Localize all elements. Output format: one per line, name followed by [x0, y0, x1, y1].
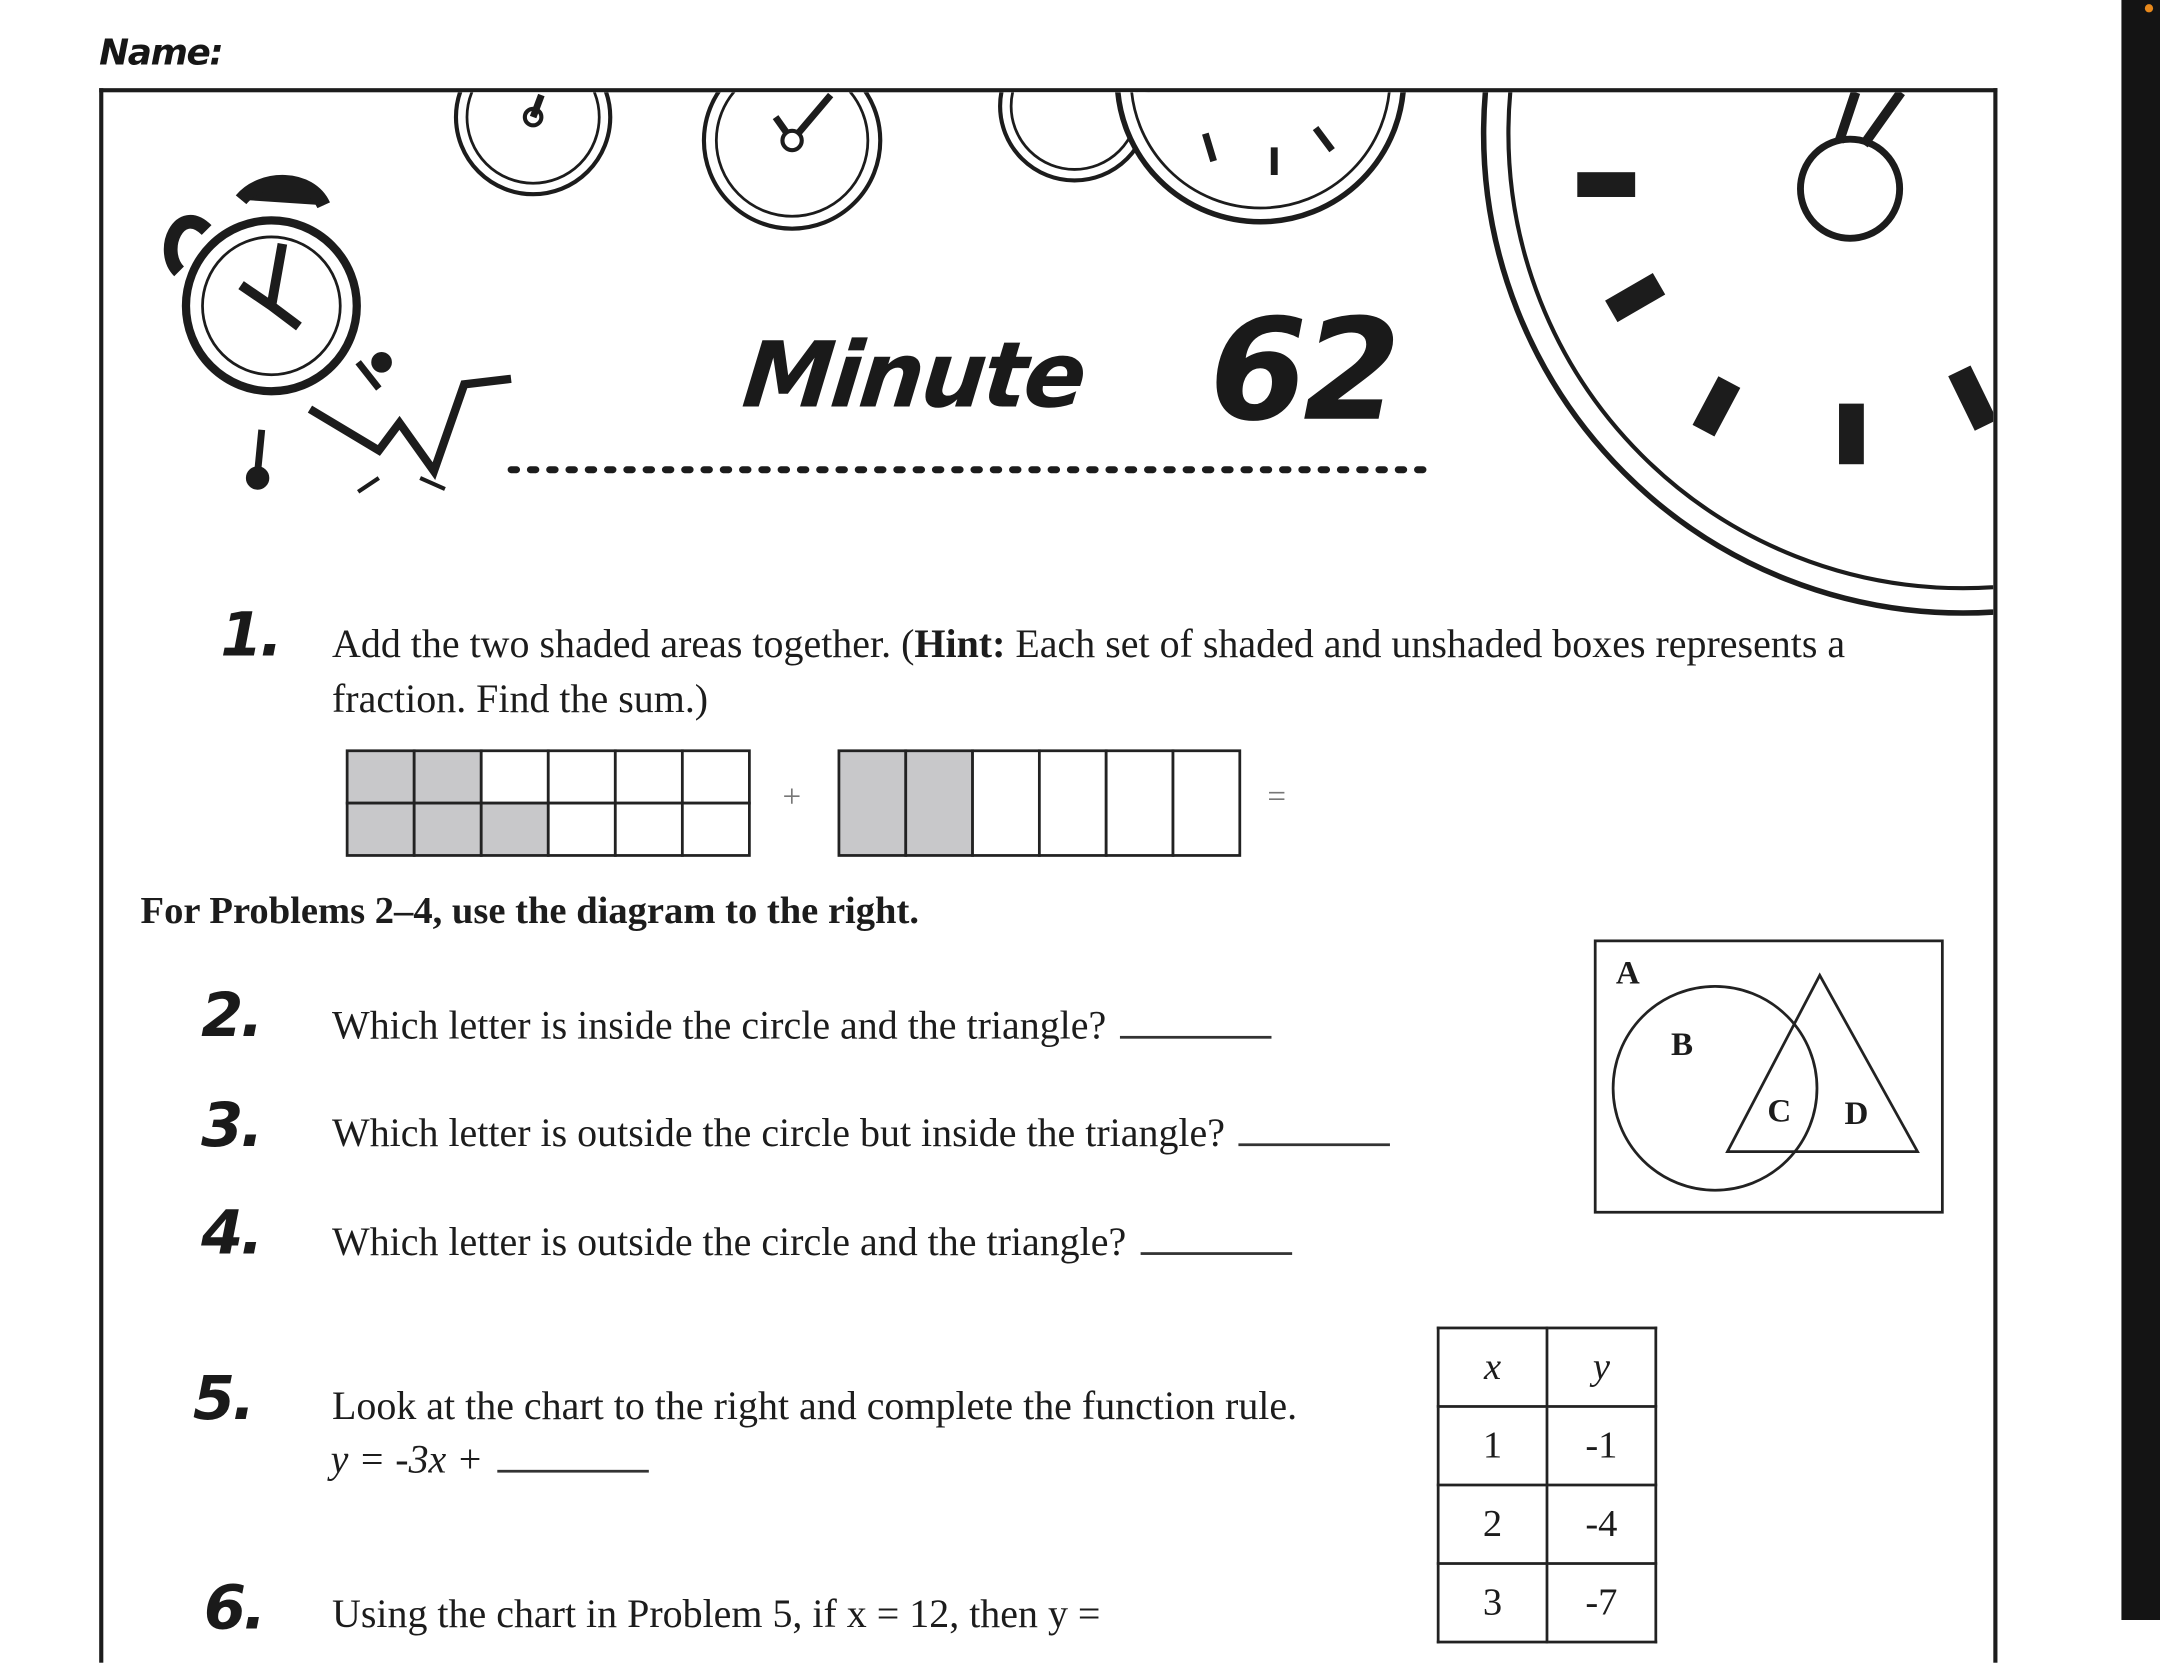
shaded-box: [347, 803, 414, 855]
problem-2-answer-blank[interactable]: [1120, 1003, 1272, 1039]
venn-letter-d: D: [1844, 1096, 1869, 1133]
function-table: [1437, 1327, 1657, 1644]
shaded-box: [481, 803, 548, 855]
problem-4-number: 4.: [201, 1198, 261, 1269]
problem-6-number: 6.: [203, 1573, 264, 1644]
venn-triangle: [1727, 975, 1917, 1151]
shaded-box: [414, 803, 481, 855]
name-label: Name:: [99, 33, 223, 75]
problem-5-text: Look at the chart to the right and complete the function rule.: [331, 1384, 1298, 1429]
unshaded-box: [481, 751, 548, 803]
fraction-model-a: [347, 751, 749, 856]
shaded-box: [839, 751, 906, 856]
hint-label: Hint:: [914, 622, 1006, 667]
problem-5-rule: [331, 1433, 649, 1488]
fraction-model-b: [839, 751, 1240, 856]
problem-1-number: 1.: [220, 600, 281, 671]
problem-4-question: Which letter is outside the circle and the triangle?: [331, 1220, 1127, 1265]
problem-2-number: 2.: [201, 980, 261, 1052]
unshaded-box: [548, 803, 615, 855]
table-cell: -4: [1547, 1485, 1656, 1564]
table-header-row: [1438, 1328, 1656, 1407]
title-number: 62: [1209, 289, 1397, 454]
venn-circle: [1613, 986, 1817, 1190]
table-header-y: y: [1547, 1328, 1656, 1407]
title-word: Minute: [738, 322, 1090, 429]
venn-letter-a: A: [1615, 956, 1640, 992]
unshaded-box: [973, 751, 1040, 856]
problem-3-question: Which letter is outside the circle but inside the triangle?: [331, 1111, 1226, 1156]
shaded-box: [906, 751, 973, 856]
table-cell: 1: [1438, 1406, 1547, 1485]
venn-shapes: [1597, 942, 1941, 1211]
unshaded-box: [682, 803, 749, 855]
problem-3-text: [332, 1106, 1390, 1161]
table-cell: 2: [1438, 1485, 1547, 1564]
table-cell: 3: [1438, 1564, 1547, 1643]
unshaded-box: [548, 751, 615, 803]
problem-4-answer-blank[interactable]: [1140, 1219, 1292, 1255]
section-heading: For Problems 2–4, use the diagram to the right.: [140, 889, 920, 933]
venn-diagram: [1594, 939, 1944, 1213]
venn-letter-b: B: [1670, 1027, 1694, 1064]
venn-letter-c: C: [1767, 1093, 1792, 1130]
unshaded-box: [682, 751, 749, 803]
equals-sign: =: [1267, 779, 1287, 816]
problem-5-number: 5.: [192, 1363, 253, 1435]
problem-4-text: [332, 1215, 1292, 1270]
table-cell: -7: [1547, 1564, 1656, 1643]
function-rule: y = -3x +: [330, 1438, 484, 1483]
table-row: [1438, 1564, 1656, 1643]
problem-6-text: Using the chart in Problem 5, if x = 12, then y =: [331, 1592, 1101, 1637]
problem-5-answer-blank[interactable]: [497, 1437, 649, 1473]
shaded-box: [347, 751, 414, 803]
table-header-x: x: [1438, 1328, 1547, 1407]
table-row: [1438, 1406, 1656, 1485]
table-row: [1438, 1485, 1656, 1564]
plus-sign: +: [782, 779, 802, 816]
unshaded-box: [615, 751, 682, 803]
unshaded-box: [1173, 751, 1240, 856]
problem-1-text-part-1: Add the two shaded areas together. (: [331, 622, 915, 667]
problem-2-text: [332, 999, 1272, 1054]
unshaded-box: [1039, 751, 1106, 856]
problem-2-question: Which letter is inside the circle and the triangle?: [331, 1004, 1107, 1049]
problem-3-number: 3.: [201, 1091, 261, 1162]
problem-3-answer-blank[interactable]: [1239, 1110, 1391, 1146]
table-cell: -1: [1547, 1406, 1656, 1485]
unshaded-box: [1106, 751, 1173, 856]
unshaded-box: [615, 803, 682, 855]
problem-1-text-part-2: Each set of shaded and unshaded boxes represents a fraction. Find the sum.): [331, 622, 1846, 722]
shaded-box: [414, 751, 481, 803]
